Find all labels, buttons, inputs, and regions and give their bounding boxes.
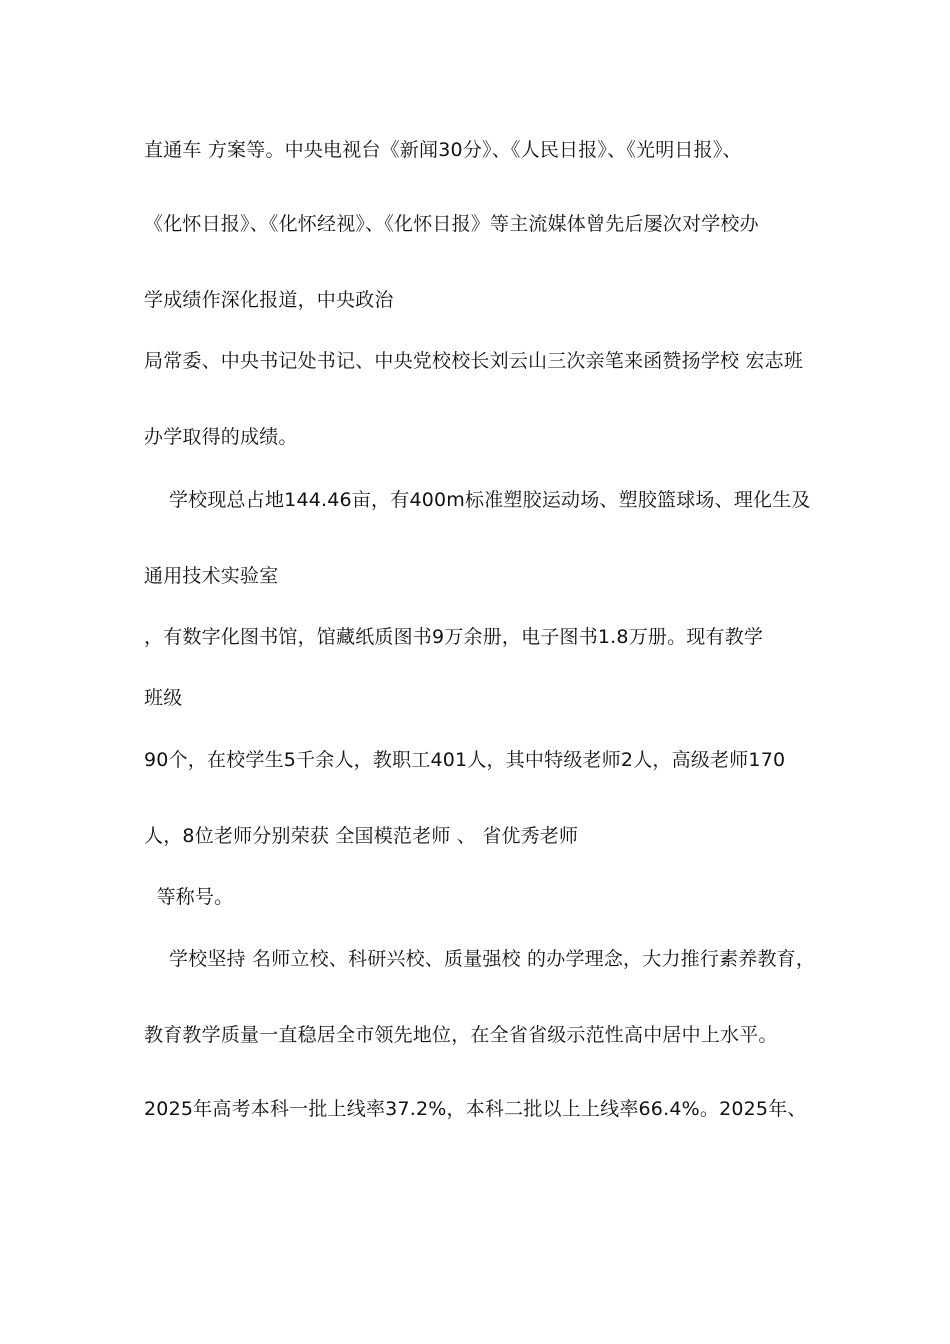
text-line: 教育教学质量一直稳居全市领先地位，在全省省级示范性高中居中上水平。 [144, 1024, 778, 1046]
text-line: 90个，在校学生5千余人，教职工401人，其中特级老师2人，高级老师170 [144, 749, 786, 771]
text-line: 办学取得的成绩。 [144, 426, 298, 448]
text-line: 等称号。 [144, 886, 234, 908]
text-line: 学成绩作深化报道，中央政治 [144, 289, 394, 311]
text-line: 班级 [144, 687, 183, 709]
text-line: 2025年高考本科一批上线率37.2%，本科二批以上上线率66.4%。2025年、 [144, 1098, 807, 1120]
text-line: 人，8位老师分别荣获 全国模范老师 、 省优秀老师 [144, 825, 579, 847]
text-line: 《化怀日报》、《化怀经视》、《化怀日报》等主流媒体曾先后屡次对学校办 [144, 213, 759, 235]
text-line: 直通车 方案等。中央电视台《新闻30分》、《人民日报》、《光明日报》、 [144, 139, 742, 161]
text-line: 学校坚持 名师立校、科研兴校、质量强校 的办学理念，大力推行素养教育， [144, 948, 816, 970]
text-line: 通用技术实验室 [144, 565, 279, 587]
text-line: 学校现总占地144.46亩，有400m标准塑胶运动场、塑胶篮球场、理化生及 [144, 489, 811, 511]
text-line: 局常委、中央书记处书记、中央党校校长刘云山三次亲笔来函赞扬学校 宏志班 [144, 350, 804, 372]
text-line: ，有数字化图书馆，馆藏纸质图书9万余册，电子图书1.8万册。现有教学 [144, 626, 764, 648]
